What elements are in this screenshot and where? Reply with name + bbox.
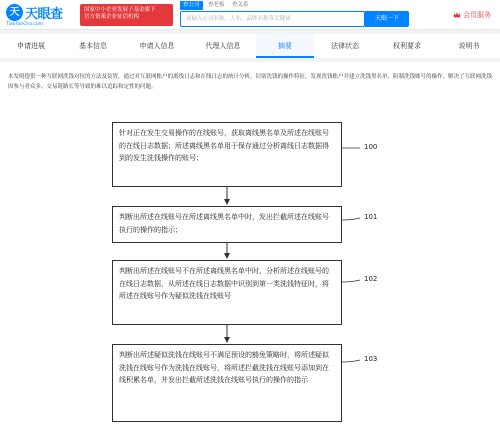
abstract-text: 本发明提供一种互联网洗钱对抗的方法及装置，通过对互联网账户的离线日志和在线日志的统计分析，识别洗钱的操作特征，发现洗钱账户并建立洗钱黑名单，阻制洗钱账号的操作，解决了互联网洗钱因参与者众多、交易链路长等导致的难以追踪和定性的问题。 bbox=[8, 74, 493, 90]
leader-102 bbox=[342, 280, 360, 282]
flow-step-102 bbox=[112, 260, 342, 325]
gov-badge-line2: 官方备案企业征信机构 bbox=[84, 14, 140, 20]
tab-basic-info[interactable]: 基本信息 bbox=[79, 42, 107, 50]
active-tab-indicator bbox=[256, 56, 314, 58]
flowchart bbox=[0, 62, 500, 426]
search-input[interactable] bbox=[182, 13, 362, 25]
flow-step-text: 判断出所述在线账号不在所述离线黑名单中时，分析所述在线账号的在线日志数据，从所述在线日志数据中识别到第一类洗钱特征时，将所述在线账号作为疑似洗钱在线账号 bbox=[119, 267, 329, 300]
tab-application-progress[interactable]: 申请进展 bbox=[17, 42, 45, 50]
step-label-100: 100 bbox=[364, 143, 378, 151]
flow-step-text: 针对正在发生交易操作的在线账号，获取离线黑名单及所述在线账号的在线日志数据；所述离线黑名单用于保存通过分析离线日志数据得到的发生洗钱操作的账号； bbox=[119, 129, 329, 162]
search-button[interactable]: 天眼一下 bbox=[365, 11, 409, 27]
search-box bbox=[180, 11, 365, 27]
tab-abstract-label: 摘要 bbox=[278, 42, 292, 50]
tab-description[interactable]: 说明书 bbox=[458, 42, 480, 50]
tab-agent-info[interactable]: 代理人信息 bbox=[205, 42, 241, 50]
abstract-panel bbox=[0, 62, 500, 426]
flow-step-100 bbox=[112, 122, 342, 187]
leader-101 bbox=[342, 218, 360, 220]
vip-label: 会员服务 bbox=[463, 11, 491, 19]
tab-legal-status[interactable]: 法律状态 bbox=[331, 42, 359, 50]
crown-icon bbox=[453, 11, 461, 19]
gov-badge bbox=[80, 4, 173, 26]
search-tab-boss[interactable]: 查老板 bbox=[208, 2, 225, 8]
search-tab-company[interactable]: 查公司 bbox=[180, 1, 203, 10]
logo-mark: 天 bbox=[6, 4, 23, 21]
top-header bbox=[0, 0, 500, 30]
patent-tabs bbox=[0, 34, 500, 58]
search-tab-relation[interactable]: 查关系 bbox=[232, 2, 249, 8]
tab-abstract[interactable] bbox=[256, 34, 314, 58]
logo-text: 天眼查 bbox=[25, 7, 63, 22]
logo-subtitle: TianYanCha.com bbox=[6, 22, 44, 27]
flow-step-101 bbox=[112, 206, 342, 243]
flow-step-text: 判断出所述疑似洗钱在线账号不满足预设的豁免策略时，将所述疑似洗钱在线账号作为洗钱在线账号，将所述拦截洗钱在线账号添加到在线积累名单，并发出拦截所述洗钱在线账号执行的操作的指示 bbox=[119, 351, 329, 384]
step-label-103: 103 bbox=[364, 355, 378, 363]
tianyancha-logo[interactable] bbox=[6, 3, 74, 27]
tab-applicant-info[interactable]: 申请人信息 bbox=[139, 42, 175, 50]
step-label-101: 101 bbox=[364, 213, 378, 221]
flow-step-103 bbox=[112, 344, 342, 422]
gov-badge-line1: 国家中小企业发展子基金旗下 bbox=[84, 7, 156, 13]
step-label-102: 102 bbox=[364, 275, 378, 283]
flow-step-text: 判断出所述在线账号在所述离线黑名单中时，发出拦截所述在线账号执行的操作的指示； bbox=[119, 213, 329, 234]
tab-claims[interactable]: 权利要求 bbox=[393, 42, 421, 50]
leader-103 bbox=[342, 360, 360, 362]
